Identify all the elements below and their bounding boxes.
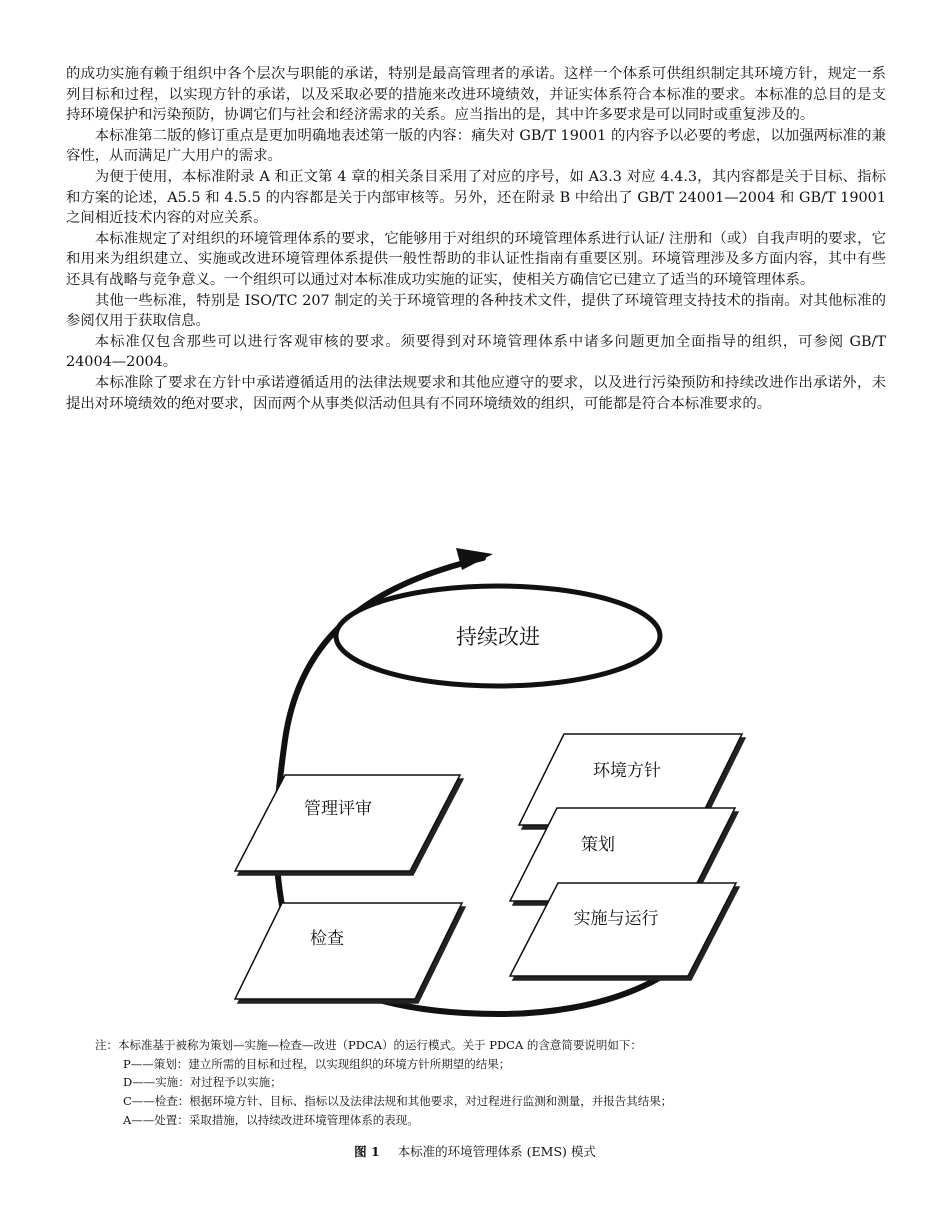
implementation-operation-label: 实施与运行 — [573, 909, 659, 929]
check-box — [235, 903, 462, 999]
paragraph-5: 其他一些标准，特别是 ISO/TC 207 制定的关于环境管理的各种技术文件，提供了环境管理支持技术的指南。对其他标准的参阅仅用于获取信息。 — [66, 292, 886, 330]
note-item-d: D——实施：对过程予以实施； — [123, 1075, 282, 1090]
body-text — [66, 64, 886, 414]
figure-number: 图 1 — [354, 1144, 380, 1159]
continuous-improvement-label: 持续改进 — [456, 625, 540, 649]
note-item-c: C——检查：根据环境方针、目标、指标以及法律法规和其他要求，对过程进行监测和测量，并报告其结果； — [123, 1094, 673, 1109]
management-review-label: 管理评审 — [304, 799, 372, 819]
environmental-policy-label: 环境方针 — [593, 761, 661, 781]
paragraph-1: 的成功实施有赖于组织中各个层次与职能的承诺，特别是最高管理者的承诺。这样一个体系可供组织制定其环境方针，规定一系列目标和过程，以实现方针的承诺，以及采取必要的措施来改进环境绩效，并证实体系符合本标准的要求。本标准的总目的是支持环境保护和污染预防，协调它们与社会和经济需求的关系。应当指出的是，其中许多要求是可以同时或重复涉及的。 — [66, 66, 886, 124]
paragraph-4: 本标准规定了对组织的环境管理体系的要求，它能够用于对组织的环境管理体系进行认证/ 注册和（或）自我声明的要求，它和用来为组织建立、实施或改进环境管理体系提供一般性帮助的非认证性指南有重要区别。环境管理涉及多方面内容，其中有些还具有战略与竞争意义。一个组织可以通过对本标准成功实施的证实，使相关方确信它已建立了适当的环境管理体系。 — [66, 230, 886, 288]
figure-title: 本标准的环境管理体系 (EMS) 模式 — [397, 1144, 596, 1159]
check-label: 检查 — [310, 929, 344, 949]
paragraph-3: 为便于使用，本标准附录 A 和正文第 4 章的相关条目采用了对应的序号，如 A3.3 对应 4.4.3，其内容都是关于目标、指标和方案的论述，A5.5 和 4.5.5 的内容都是关于内部审核等。另外，还在附录 B 中给出了 GB/T 24001—2004 和 GB/T 19001 之间相近技术内容的对应关系。 — [66, 168, 886, 227]
notes-intro: 注：本标准基于被称为策划—实施—检查—改进（PDCA）的运行模式。关于 PDCA 的含意简要说明如下： — [95, 1038, 642, 1052]
planning-label: 策划 — [581, 835, 615, 855]
note-item-a: A——处置：采取措施，以持续改进环境管理体系的表现。 — [123, 1112, 419, 1127]
cycle-arrow-head — [456, 548, 493, 570]
ems-diagram-svg — [0, 540, 950, 1030]
note-item-p: P——策划：建立所需的目标和过程，以实现组织的环境方针所期望的结果； — [123, 1056, 511, 1071]
pdca-notes — [95, 1036, 875, 1130]
paragraph-7: 本标准除了要求在方针中承诺遵循适用的法律法规要求和其他应遵守的要求，以及进行污染预防和持续改进作出承诺外，未提出对环境绩效的绝对要求，因而两个从事类似活动但具有不同环境绩效的组织，可能都是符合本标准要求的。 — [66, 374, 886, 412]
paragraph-2: 本标准第二版的修订重点是更加明确地表述第一版的内容：痛失对 GB/T 19001 的内容予以必要的考虑，以加强两标准的兼容性，从而满足广大用户的需求。 — [66, 127, 886, 165]
ems-model-diagram — [0, 540, 950, 1030]
management-review-box — [235, 775, 460, 871]
figure-caption — [0, 1142, 950, 1160]
paragraph-6: 本标准仅包含那些可以进行客观审核的要求。须要得到对环境管理体系中诸多问题更加全面指导的组织，可参阅 GB/T 24004—2004。 — [66, 333, 886, 371]
